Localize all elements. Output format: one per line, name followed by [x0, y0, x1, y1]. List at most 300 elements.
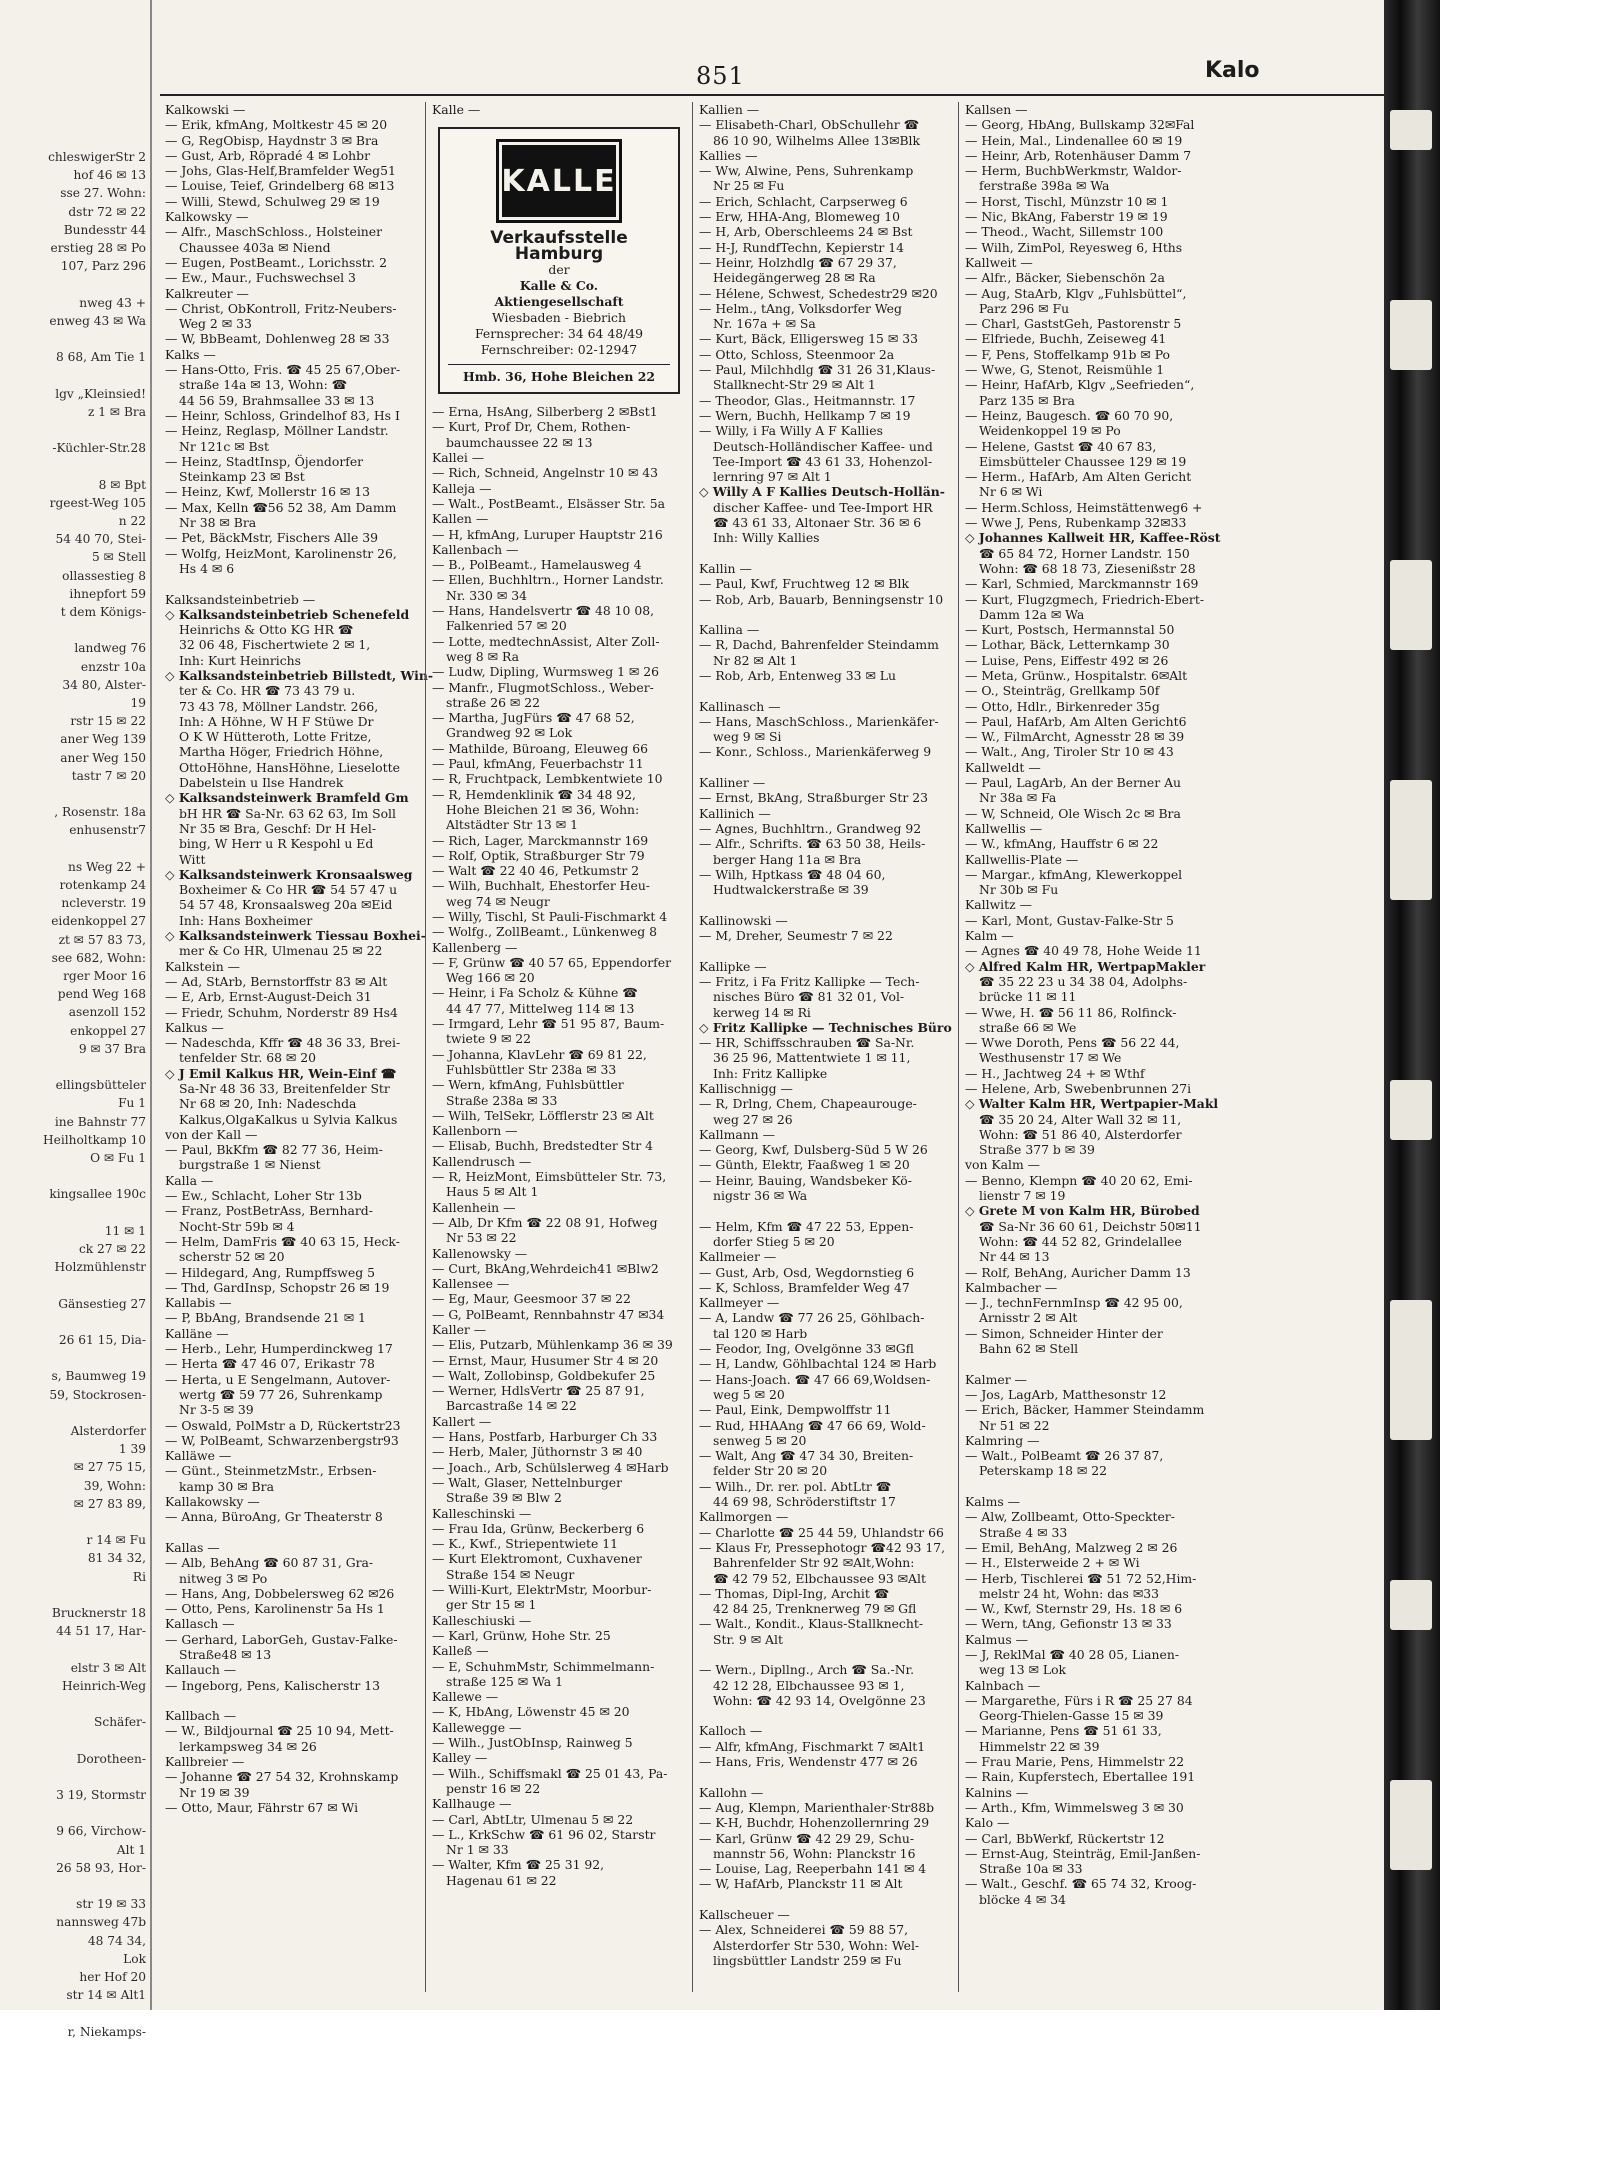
directory-entry: weg 13 ✉ Lok: [979, 1662, 1067, 1678]
directory-entry: Georg-Thielen-Gasse 15 ✉ 39: [979, 1708, 1164, 1724]
directory-entry: Kallmeier —: [699, 1249, 777, 1265]
directory-entry: Kalkreuter —: [165, 285, 249, 301]
directory-entry: ◇ Alfred Kalm HR, WertpapMakler: [965, 958, 1206, 974]
cut-off-line: Heilholtkamp 10: [42, 1132, 146, 1147]
directory-entry: — Kurt, Bäck, Elligersweg 15 ✉ 33: [699, 331, 918, 347]
directory-entry: — Agnes, Buchhltrn., Grandweg 92: [699, 820, 922, 836]
directory-entry: ◇ Kalksandsteinwerk Bramfeld Gm: [165, 790, 409, 806]
directory-entry: Kalleschiuski —: [432, 1612, 532, 1628]
directory-entry: — Wilh, TelSekr, Löfflerstr 23 ✉ Alt: [432, 1107, 654, 1123]
directory-entry: Kallmorgen —: [699, 1509, 789, 1525]
directory-entry: — Johanne ☎ 27 54 32, Krohnskamp: [165, 1769, 399, 1785]
directory-entry: ger Str 15 ✉ 1: [446, 1597, 537, 1613]
directory-entry: — Karl, Grünw ☎ 42 29 29, Schu-: [699, 1830, 915, 1846]
directory-entry: Kalnbach —: [965, 1677, 1041, 1693]
directory-entry: ◇ Kalksandsteinbetrieb Billstedt, Win-: [165, 667, 434, 683]
cut-off-line: dstr 72 ✉ 22: [68, 204, 146, 219]
directory-entry: Kalkus —: [165, 1019, 224, 1035]
directory-entry: — Marianne, Pens ☎ 51 61 33,: [965, 1723, 1162, 1739]
directory-entry: — Hans, Ang, Dobbelersweg 62 ✉26: [165, 1585, 395, 1601]
directory-entry: — Heinr, HafArb, Klgv „Seefrieden“,: [965, 377, 1195, 393]
directory-entry: Kalloch —: [699, 1723, 763, 1739]
cut-off-line: landweg 76: [74, 641, 146, 656]
directory-entry: — Walt., PolBeamt ☎ 26 37 87,: [965, 1448, 1164, 1464]
directory-entry: Kallinasch —: [699, 698, 781, 714]
cut-off-line: ellingsbütteler: [55, 1078, 146, 1093]
directory-entry: Nr 30b ✉ Fu: [979, 882, 1059, 898]
directory-entry: Kallhauge —: [432, 1796, 512, 1812]
directory-entry: weg 27 ✉ 26: [713, 1111, 793, 1127]
directory-entry: Kalnins —: [965, 1784, 1029, 1800]
directory-entry: Kalksandsteinbetrieb —: [165, 591, 316, 607]
edge-mark: [1390, 1300, 1432, 1440]
directory-entry: — Nadeschda, Kffr ☎ 48 36 33, Brei-: [165, 1035, 401, 1051]
directory-entry: Falkenried 57 ✉ 20: [446, 618, 567, 634]
directory-entry: — Paul, Eink, Dempwolffstr 11: [699, 1402, 892, 1418]
directory-entry: — Alex, Schneiderei ☎ 59 88 57,: [699, 1922, 909, 1938]
directory-entry: Alsterdorfer Str 530, Wohn: Wel-: [713, 1937, 920, 1953]
directory-entry: — Wolfg, HeizMont, Karolinenstr 26,: [165, 545, 397, 561]
directory-entry: Kallischnigg —: [699, 1081, 793, 1096]
directory-entry: — Helm, DamFris ☎ 40 63 15, Heck-: [165, 1233, 400, 1249]
directory-entry: — Ew., Maur., Fuchswechsel 3: [165, 270, 356, 286]
directory-entry: Kallien —: [699, 102, 760, 117]
directory-entry: Kalleja —: [432, 480, 492, 496]
header-rule: [160, 94, 1392, 96]
directory-entry: straße 14a ✉ 13, Wohn: ☎: [179, 377, 348, 393]
directory-entry: Inh: A Höhne, W H F Stüwe Dr: [179, 713, 374, 729]
directory-entry: — Heinz, Reglasp, Möllner Landstr.: [165, 423, 389, 439]
directory-entry: Kallsen —: [965, 102, 1028, 117]
directory-entry: senweg 5 ✉ 20: [713, 1432, 807, 1448]
directory-entry: [699, 1708, 953, 1723]
directory-entry: Grandweg 92 ✉ Lok: [446, 725, 573, 741]
directory-entry: — Arth., Kfm, Wimmelsweg 3 ✉ 30: [965, 1799, 1184, 1815]
directory-entry: burgstraße 1 ✉ Nienst: [179, 1157, 321, 1173]
directory-entry: Kallwellis —: [965, 820, 1043, 836]
directory-entry: — Herm.Schloss, Heimstättenweg6 +: [965, 499, 1203, 515]
directory-entry: — Wilh, Hptkass ☎ 48 04 60,: [699, 866, 886, 882]
directory-entry: — Walt, Zollobinsp, Goldbekufer 25: [432, 1367, 656, 1383]
cut-off-line: enhusenstr7: [69, 823, 146, 838]
cut-off-line: 34 80, Alster-: [62, 677, 146, 692]
directory-entry: — J., technFernmInsp ☎ 42 95 00,: [965, 1295, 1183, 1311]
directory-entry: — Konr., Schloss., Marienkäferweg 9: [699, 744, 932, 760]
directory-entry: — Charlotte ☎ 25 44 59, Uhlandstr 66: [699, 1524, 944, 1540]
directory-entry: Kalmbacher —: [965, 1279, 1058, 1295]
directory-entry: felder Str 20 ✉ 20: [713, 1463, 828, 1479]
directory-entry: — Franz, PostBetrAss, Bernhard-: [165, 1203, 373, 1219]
directory-entry: — Feodor, Ing, Ovelgönne 33 ✉Gfl: [699, 1341, 914, 1357]
directory-entry: — Rich, Schneid, Angelnstr 10 ✉ 43: [432, 465, 659, 481]
directory-entry: [699, 1203, 953, 1218]
directory-entry: — Luise, Pens, Eiffestr 492 ✉ 26: [965, 652, 1169, 668]
directory-entry: — Wilh., Schiffsmakl ☎ 25 01 43, Pa-: [432, 1765, 668, 1781]
advert-address: Hmb. 36, Hohe Bleichen 22: [448, 364, 670, 384]
directory-entry: — Curt, BkAng,Wehrdeich41 ✉Blw2: [432, 1260, 659, 1276]
cut-off-line: ihnepfort 59: [69, 586, 146, 601]
cut-off-line: rger Moor 16: [63, 969, 146, 983]
directory-entry: lingsbüttler Landstr 259 ✉ Fu: [713, 1952, 902, 1968]
directory-entry: Kalleschinski —: [432, 1505, 532, 1521]
directory-entry: — Wern., Dipllng., Arch ☎ Sa.-Nr.: [699, 1662, 915, 1678]
cut-off-line: Gänsestieg 27: [58, 1296, 146, 1311]
cut-off-line: -Küchler-Str.28: [52, 441, 146, 456]
directory-entry: — Irmgard, Lehr ☎ 51 95 87, Baum-: [432, 1016, 665, 1032]
directory-entry: Kallbach —: [165, 1708, 237, 1724]
cut-off-line: tastr 7 ✉ 20: [71, 768, 146, 783]
entry: Kalle —: [432, 102, 481, 117]
directory-entry: [699, 943, 953, 958]
directory-entry: — F, Grünw ☎ 40 57 65, Eppendorfer: [432, 954, 672, 970]
directory-entry: — P, BbAng, Brandsende 21 ✉ 1: [165, 1310, 366, 1326]
directory-entry: Kalkowsky —: [165, 209, 249, 225]
directory-entry: ☎ 43 61 33, Altonaer Str. 36 ✉ 6: [713, 515, 922, 531]
directory-entry: — Friedr, Schuhm, Norderstr 89 Hs4: [165, 1004, 398, 1020]
directory-entry: — Rud, HHAAng ☎ 47 66 69, Wold-: [699, 1417, 926, 1433]
page-number: 851: [696, 62, 745, 90]
directory-entry: — Hans, Postfarb, Harburger Ch 33: [432, 1429, 658, 1445]
directory-entry: — Wern, tAng, Gefionstr 13 ✉ 33: [965, 1616, 1172, 1632]
directory-entry: lerkampsweg 34 ✉ 26: [179, 1738, 317, 1754]
directory-entry: — Rolf, BehAng, Auricher Damm 13: [965, 1264, 1191, 1280]
directory-entry: — Horst, Tischl, Münzstr 10 ✉ 1: [965, 193, 1169, 209]
directory-entry: — Gust, Arb, Röpradé 4 ✉ Lohbr: [165, 147, 371, 163]
directory-entry: Kallert —: [432, 1413, 492, 1429]
directory-entry: Kallensee —: [432, 1276, 510, 1292]
cut-off-line: 107, Parz 296: [60, 259, 146, 274]
directory-entry: Kalla —: [165, 1172, 214, 1188]
directory-entry: discher Kaffee- und Tee-Import HR: [713, 499, 933, 515]
cut-off-line: 1 39: [118, 1442, 146, 1457]
directory-entry: — Helm., tAng, Volksdorfer Weg: [699, 300, 902, 316]
cut-off-line: ine Bahnstr 77: [54, 1114, 146, 1129]
directory-entry: — Herta, u E Sengelmann, Autover-: [165, 1371, 391, 1387]
directory-entry: — W, Schneid, Ole Wisch 2c ✉ Bra: [965, 805, 1181, 821]
directory-entry: Kalkowski —: [165, 102, 246, 117]
directory-entry: — Hein, Mal., Lindenallee 60 ✉ 19: [965, 132, 1183, 148]
directory-entry: berger Hang 11a ✉ Bra: [713, 851, 862, 867]
directory-entry: — K-H, Buchdr, Hohenzollernring 29: [699, 1815, 930, 1831]
directory-entry: Kallenbach —: [432, 541, 519, 557]
directory-entry: Nr 19 ✉ 39: [179, 1784, 250, 1800]
directory-entry: — Wern, kfmAng, Fuhlsbüttler: [432, 1077, 624, 1093]
directory-entry: — Paul, Milchhdlg ☎ 31 26 31,Klaus-: [699, 362, 936, 378]
advert-line: Fernschreiber: 02-12947: [480, 341, 638, 357]
directory-entry: — Nic, BkAng, Faberstr 19 ✉ 19: [965, 209, 1168, 225]
directory-entry: ◇ Johannes Kallweit HR, Kaffee-Röst: [965, 530, 1221, 546]
directory-entry: Inh: Willy Kallies: [713, 530, 820, 546]
directory-entry: Kalläwe —: [165, 1448, 232, 1464]
directory-entry: — Paul, kfmAng, Feuerbachstr 11: [432, 756, 644, 772]
directory-entry: lernring 97 ✉ Alt 1: [713, 469, 832, 485]
directory-entry: — Karl, Mont, Gustav-Falke-Str 5: [965, 912, 1174, 928]
directory-entry: — Rich, Lager, Marckmannstr 169: [432, 832, 649, 848]
directory-entry: von Kalm —: [965, 1157, 1041, 1173]
directory-entry: Parz 296 ✉ Fu: [979, 300, 1070, 316]
cut-off-line: ck 27 ✉ 22: [78, 1242, 146, 1256]
directory-entry: — Erich, Bäcker, Hammer Steindamm: [965, 1402, 1205, 1418]
directory-entry: — R, Hemdenklinik ☎ 34 48 92,: [432, 786, 636, 802]
directory-entry: — Thomas, Dipl-Ing, Archit ☎: [699, 1585, 890, 1601]
cut-off-line: 54 40 70, Stei-: [55, 532, 146, 547]
directory-entry: — Otto, Maur, Fährstr 67 ✉ Wi: [165, 1799, 359, 1815]
cut-off-line: t dem Königs-: [60, 605, 146, 619]
edge-mark: [1390, 780, 1432, 900]
directory-entry: 44 69 98, Schröderstiftstr 17: [713, 1494, 896, 1510]
directory-entry: Himmelstr 22 ✉ 39: [979, 1738, 1100, 1754]
directory-entry: Kallewegge —: [432, 1719, 522, 1735]
directory-entry: weg 74 ✉ Neugr: [446, 893, 550, 909]
directory-entry: — Ww, Alwine, Pens, Suhrenkamp: [699, 163, 914, 179]
directory-entry: Straße 238a ✉ 33: [446, 1092, 558, 1108]
directory-entry: — Lotte, medtechnAssist, Alter Zoll-: [432, 633, 660, 649]
directory-entry: — E, SchuhmMstr, Schimmelmann-: [432, 1658, 655, 1674]
directory-entry: — Alfr., MaschSchloss., Holsteiner: [165, 224, 383, 240]
directory-entry: Kalmer —: [965, 1371, 1027, 1387]
directory-entry: Kaller —: [432, 1322, 487, 1337]
directory-entry: — Erna, HsAng, Silberberg 2 ✉Bst1: [432, 404, 658, 420]
column-2: [432, 102, 686, 1997]
directory-entry: — O., Steinträg, Grellkamp 50f: [965, 683, 1160, 699]
directory-entry: Kallweit —: [965, 254, 1033, 270]
column-3: [699, 102, 953, 1997]
directory-entry: — Rolf, Optik, Straßburger Str 79: [432, 847, 645, 863]
directory-entry: [699, 760, 953, 775]
directory-entry: — Willi-Kurt, ElektrMstr, Moorbur-: [432, 1582, 652, 1598]
directory-entry: — Herta ☎ 47 46 07, Erikastr 78: [165, 1356, 375, 1372]
directory-entry: Kallweldt —: [965, 759, 1041, 775]
directory-entry: — Wwe, G, Stenot, Reismühle 1: [965, 362, 1165, 378]
cut-off-line: Brucknerstr 18: [51, 1606, 146, 1620]
directory-entry: Kalks —: [165, 346, 216, 362]
directory-entry: Arnisstr 2 ✉ Alt: [979, 1310, 1078, 1326]
directory-entry: — R, HeizMont, Eimsbütteler Str. 73,: [432, 1169, 667, 1185]
cut-off-line: Lok: [123, 1951, 146, 1966]
directory-entry: — Rob, Arb, Entenweg 33 ✉ Lu: [699, 667, 896, 683]
directory-entry: lienstr 7 ✉ 19: [979, 1188, 1066, 1204]
directory-entry: Sa-Nr 48 36 33, Breitenfelder Str: [179, 1081, 390, 1096]
directory-entry: — Otto, Schloss, Steenmoor 2a: [699, 346, 895, 362]
directory-entry: — W, BbBeamt, Dohlenweg 28 ✉ 33: [165, 331, 390, 347]
cut-off-line: nannsweg 47b: [56, 1915, 146, 1930]
directory-entry: — Johs, Glas-Helf,Bramfelder Weg51: [165, 163, 396, 179]
directory-entry: Kalleß —: [432, 1643, 489, 1659]
directory-entry: bing, W Herr u R Kespohl u Ed: [179, 836, 374, 852]
cut-off-line: 44 51 17, Har-: [56, 1624, 146, 1639]
advert-headline: Verkaufsstelle Hamburg: [490, 228, 628, 264]
directory-entry: — H, Arb, Oberschleems 24 ✉ Bst: [699, 224, 913, 240]
directory-entry: — Wwe, H. ☎ 56 11 86, Rolfinck-: [965, 1004, 1177, 1020]
directory-entry: 54 57 48, Kronsaalsweg 20a ✉Eid: [179, 897, 393, 913]
advert-line: Wiesbaden - Biebrich: [492, 309, 626, 325]
directory-entry: ☎ Sa-Nr 36 60 61, Deichstr 50✉11: [979, 1218, 1202, 1234]
edge-mark: [1390, 1080, 1432, 1140]
previous-page-edge: [0, 0, 152, 2039]
directory-entry: straße 26 ✉ 22: [446, 694, 540, 710]
directory-entry: — Joach., Arb, Schülslerweg 4 ✉Harb: [432, 1459, 669, 1475]
directory-entry: — Gerhard, LaborGeh, Gustav-Falke-: [165, 1631, 398, 1647]
directory-entry: 73 43 78, Möllner Landstr. 266,: [179, 698, 379, 714]
cut-off-line: Schäfer-: [94, 1715, 146, 1730]
directory-entry: — Werner, HdlsVertr ☎ 25 87 91,: [432, 1383, 645, 1399]
advert-line: Kalle & Co.: [519, 277, 599, 293]
cut-off-line: 26 61 15, Dia-: [58, 1333, 146, 1347]
directory-entry: — R, Drlng, Chem, Chapeaurouge-: [699, 1096, 917, 1112]
directory-entry: — M, Dreher, Seumestr 7 ✉ 22: [699, 928, 893, 944]
directory-entry: — Benno, Klempn ☎ 40 20 62, Emi-: [965, 1172, 1193, 1188]
directory-entry: — Heinr, Arb, Rotenhäuser Damm 7: [965, 147, 1192, 163]
directory-entry: Nr 44 ✉ 13: [979, 1249, 1050, 1265]
directory-entry: — Hans-Joach. ☎ 47 66 69,Woldsen-: [699, 1371, 931, 1387]
directory-entry: Nr 6 ✉ Wi: [979, 484, 1043, 500]
directory-entry: Straße 377 b ✉ 39: [979, 1142, 1095, 1158]
cut-off-line: nweg 43 +: [79, 295, 146, 310]
directory-entry: — Rob, Arb, Bauarb, Benningsenstr 10: [699, 591, 944, 607]
directory-entry: Nr. 330 ✉ 34: [446, 587, 527, 603]
directory-entry: kerweg 14 ✉ Ri: [713, 1004, 811, 1020]
directory-entry: — Ew., Schlacht, Loher Str 13b: [165, 1188, 362, 1204]
directory-entry: Nr 121c ✉ Bst: [179, 438, 269, 454]
directory-entry: — H-J, RundfTechn, Kepierstr 14: [699, 239, 905, 255]
directory-entry: — R, Fruchtpack, Lembkentwiete 10: [432, 771, 663, 787]
directory-entry: Damm 12a ✉ Wa: [979, 606, 1085, 622]
directory-entry: — F, Pens, Stoffelkamp 91b ✉ Po: [965, 346, 1170, 362]
directory-entry: [699, 683, 953, 698]
directory-entry: Parz 135 ✉ Bra: [979, 392, 1075, 408]
directory-entry: bH HR ☎ Sa-Nr. 63 62 63, Im Soll: [179, 805, 396, 821]
cut-off-line: her Hof 20: [79, 1970, 146, 1984]
directory-entry: — Margar., kfmAng, Klewerkoppel: [965, 866, 1183, 882]
directory-entry: — Walt., Geschf. ☎ 65 74 32, Kroog-: [965, 1876, 1197, 1892]
cut-off-line: 8 68, Am Tie 1: [56, 350, 146, 365]
directory-entry: — Aug, StaArb, Klgv „Fuhlsbüttel“,: [965, 285, 1187, 301]
directory-entry: Steinkamp 23 ✉ Bst: [179, 469, 305, 485]
cut-off-line: chleswigerStr 2: [48, 150, 146, 164]
directory-entry: [699, 1769, 953, 1784]
directory-entry: Inh: Fritz Kallipke: [713, 1065, 828, 1081]
directory-entry: — Willy, i Fa Willy A F Kallies: [699, 423, 883, 439]
directory-entry: penstr 16 ✉ 22: [446, 1780, 541, 1796]
directory-entry: Kalo —: [965, 1815, 1010, 1831]
directory-entry: Kallas —: [165, 1539, 220, 1555]
directory-entry: — Wilh, Buchhalt, Ehestorfer Heu-: [432, 878, 650, 894]
directory-entry: — Herm., HafArb, Am Alten Gericht: [965, 469, 1192, 485]
directory-entry: — Simon, Schneider Hinter der: [965, 1325, 1163, 1341]
cut-off-line: Heinrich-Weg: [62, 1678, 146, 1693]
directory-entry: — Ellen, Buchhltrn., Horner Landstr.: [432, 572, 664, 588]
directory-entry: [699, 546, 953, 561]
cut-off-line: Dorotheen-: [76, 1751, 146, 1766]
directory-entry: — Charl, GaststGeh, Pastorenstr 5: [965, 316, 1182, 332]
directory-entry: — L., KrkSchw ☎ 61 96 02, Starstr: [432, 1826, 656, 1842]
directory-entry: nitweg 3 ✉ Po: [179, 1570, 268, 1586]
directory-entry: ter & Co. HR ☎ 73 43 79 u.: [179, 683, 356, 699]
directory-entry: Nr 35 ✉ Bra, Geschf: Dr H Hel-: [179, 820, 377, 836]
directory-entry: Kallinich —: [699, 805, 771, 821]
cut-off-line: aner Weg 139: [60, 732, 146, 747]
directory-entry: Nocht-Str 59b ✉ 4: [179, 1218, 295, 1234]
directory-entry: [699, 1892, 953, 1907]
directory-entry: straße 125 ✉ Wa 1: [446, 1673, 563, 1689]
directory-entry: Straße48 ✉ 13: [179, 1646, 272, 1662]
directory-entry: — H, kfmAng, Luruper Hauptstr 216: [432, 526, 663, 542]
cut-off-line: erstieg 28 ✉ Po: [50, 241, 146, 255]
directory-entry: — Wern, Buchh, Hellkamp 7 ✉ 19: [699, 407, 911, 423]
directory-entry: Kallen —: [432, 511, 489, 527]
directory-entry: Heinrichs & Otto KG HR ☎: [179, 622, 354, 638]
column-rule: [692, 102, 693, 1992]
directory-entry: Kalm —: [965, 928, 1014, 944]
directory-entry: — Martha, JugFürs ☎ 47 68 52,: [432, 710, 635, 726]
directory-entry: — K, Schloss, Bramfelder Weg 47: [699, 1279, 910, 1295]
directory-entry: Hohe Bleichen 21 ✉ 36, Wohn:: [446, 801, 640, 817]
directory-entry: [965, 1479, 1223, 1494]
directory-entry: — Helm, Kfm ☎ 47 22 53, Eppen-: [699, 1218, 914, 1234]
directory-entry: [165, 1525, 419, 1540]
directory-entry: — Kurt, Postsch, Hermannstal 50: [965, 622, 1175, 638]
directory-entry: melstr 24 ht, Wohn: das ✉33: [979, 1585, 1159, 1601]
directory-entry: — Louise, Lag, Reeperbahn 141 ✉ 4: [699, 1861, 927, 1877]
directory-entry: Dabelstein u Ilse Handrek: [179, 775, 344, 791]
cut-off-line: Bundesstr 44: [63, 222, 146, 237]
directory-entry: Nr 53 ✉ 22: [446, 1230, 517, 1246]
directory-entry: Wohn: ☎ 68 18 73, Ziesenißstr 28: [979, 560, 1196, 576]
directory-entry: — Emil, BehAng, Malzweg 2 ✉ 26: [965, 1539, 1178, 1555]
advert-line: Aktiengesellschaft: [494, 293, 624, 309]
directory-entry: — Thd, GardInsp, Schopstr 26 ✉ 19: [165, 1279, 390, 1295]
directory-entry: — Paul, LagArb, An der Berner Au: [965, 775, 1182, 791]
directory-entry: Witt: [179, 851, 206, 867]
directory-entry: nisches Büro ☎ 81 32 01, Vol-: [713, 989, 905, 1005]
cut-off-line: zt ✉ 57 83 73,: [58, 932, 146, 947]
directory-entry: — Elisab, Buchh, Bredstedter Str 4: [432, 1138, 653, 1154]
directory-entry: Nr 38 ✉ Bra: [179, 515, 257, 531]
directory-entry: Heidegängerweg 28 ✉ Ra: [713, 270, 876, 286]
directory-entry: blöcke 4 ✉ 34: [979, 1891, 1066, 1907]
cut-off-line: rotenkamp 24: [59, 878, 146, 892]
directory-entry: — Fritz, i Fa Fritz Kallipke — Tech-: [699, 973, 920, 989]
cut-off-line: pend Weg 168: [57, 987, 146, 1002]
directory-entry: Kallenberg —: [432, 939, 518, 955]
directory-entry: Altstädter Str 13 ✉ 1: [446, 817, 578, 833]
directory-entry: Inh: Kurt Heinrichs: [179, 652, 302, 668]
directory-entry: ◇ Kalksandsteinwerk Kronsaalsweg: [165, 866, 413, 882]
directory-entry: — Walter, Kfm ☎ 25 31 92,: [432, 1857, 605, 1873]
directory-entry: Nr 68 ✉ 20, Inh: Nadeschda: [179, 1096, 357, 1112]
directory-entry: — Paul, HafArb, Am Alten Gericht6: [965, 713, 1187, 729]
directory-entry: Martha Höger, Friedrich Höhne,: [179, 744, 384, 760]
directory-entry: Kallinowski —: [699, 912, 788, 928]
directory-entry: — Erik, kfmAng, Moltkestr 45 ✉ 20: [165, 117, 388, 133]
directory-entry: — Heinz, Baugesch. ☎ 60 70 90,: [965, 407, 1174, 423]
cut-off-line: str 19 ✉ 33: [76, 1897, 146, 1912]
directory-entry: Kallwellis-Plate —: [965, 851, 1079, 867]
directory-entry: — Karl, Schmied, Marckmannstr 169: [965, 576, 1199, 592]
directory-entry: Kallenhein —: [432, 1199, 516, 1215]
directory-entry: — Kurt, Prof Dr, Chem, Rothen-: [432, 419, 631, 435]
directory-entry: 44 56 59, Brahmsallee 33 ✉ 13: [179, 392, 375, 408]
directory-entry: O K W Hütteroth, Lotte Fritze,: [179, 729, 372, 745]
directory-entry: brücke 11 ✉ 11: [979, 989, 1077, 1005]
directory-entry: Inh: Hans Boxheimer: [179, 912, 313, 928]
directory-entry: — Wilh., Dr. rer. pol. AbtLtr ☎: [699, 1478, 892, 1494]
cut-off-line: Holzmühlenstr: [54, 1260, 146, 1275]
directory-entry: — W., kfmAng, Hauffstr 6 ✉ 22: [965, 836, 1159, 852]
directory-entry: — Hans, MaschSchloss., Marienkäfer-: [699, 713, 939, 729]
directory-entry: Kalliner —: [699, 775, 766, 791]
directory-entry: mannstr 56, Wohn: Planckstr 16: [713, 1845, 916, 1861]
